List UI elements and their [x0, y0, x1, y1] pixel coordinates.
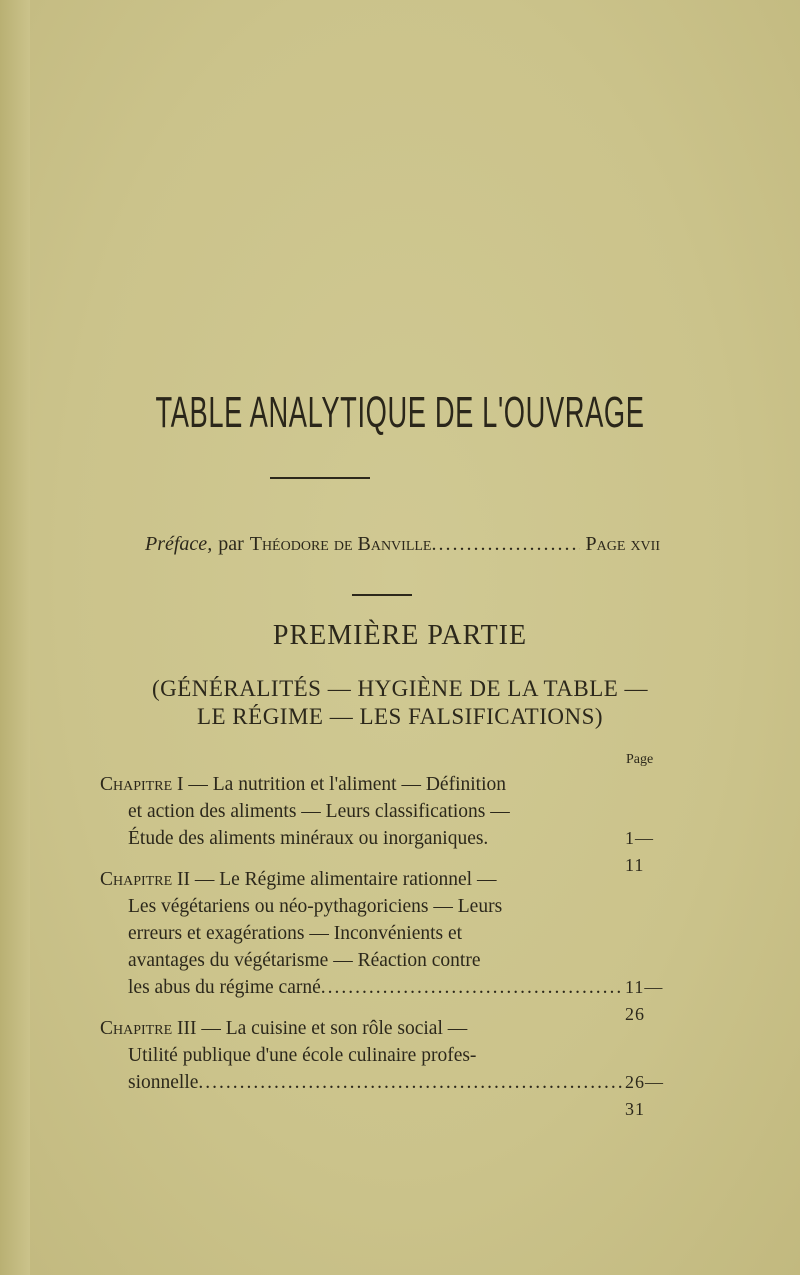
preface-page: Page xvii — [585, 533, 660, 555]
section-divider — [352, 594, 412, 596]
chapter-line: sionnelle — [128, 1072, 199, 1093]
title-divider — [270, 477, 370, 479]
chapter-entry — [100, 771, 665, 875]
chapter-line: — La cuisine et son rôle social — — [201, 1018, 468, 1039]
chapter-line: — Le Régime alimentaire rationnel — — [194, 869, 497, 890]
chapter-line: erreurs et exagérations — Inconvénients et — [128, 923, 463, 944]
leader-dots — [198, 1069, 623, 1096]
part-title: PREMIÈRE PARTIE — [272, 620, 528, 651]
page-column-header: Page — [626, 752, 654, 767]
leader-dots — [321, 974, 623, 1001]
chapter-line: Étude des aliments minéraux ou inorganiques. — [128, 828, 489, 849]
part-subtitle-2: LE RÉGIME — LES FALSIFICATIONS) — [196, 704, 604, 729]
chapter-line: avantages du végétarisme — Réaction contre — [128, 950, 481, 971]
chapter-line: Utilité publique d'une école culinaire profes- — [128, 1045, 477, 1066]
chapter-line: et action des aliments — Leurs classifications — — [128, 801, 510, 822]
chapter-label: Chapitre II — [100, 869, 190, 890]
preface-label: Préface, — [145, 533, 213, 555]
preface-entry — [145, 533, 660, 556]
chapter-pages: 26—31 — [625, 1072, 664, 1119]
preface-by: par — [218, 533, 244, 555]
chapter-pages: 1—11 — [625, 828, 654, 875]
chapter-line: Les végétariens ou néo-pythagoriciens — Leurs — [128, 896, 503, 917]
leader-dots — [431, 533, 579, 556]
chapter-label: Chapitre III — [100, 1018, 197, 1039]
chapter-label: Chapitre I — [100, 774, 184, 795]
chapter-line: — La nutrition et l'aliment — Définition — [188, 774, 506, 795]
chapter-entry — [100, 1015, 665, 1119]
chapter-pages: 11—26 — [625, 977, 664, 1024]
chapter-line: les abus du régime carné — [128, 977, 321, 998]
page-title: TABLE ANALYTIQUE DE L'OUVRAGE — [155, 388, 645, 437]
part-subtitle-1: (GÉNÉRALITÉS — HYGIÈNE DE LA TABLE — — [151, 676, 649, 701]
chapter-entry — [100, 866, 665, 1024]
preface-author: Théodore de Banville — [249, 533, 432, 555]
